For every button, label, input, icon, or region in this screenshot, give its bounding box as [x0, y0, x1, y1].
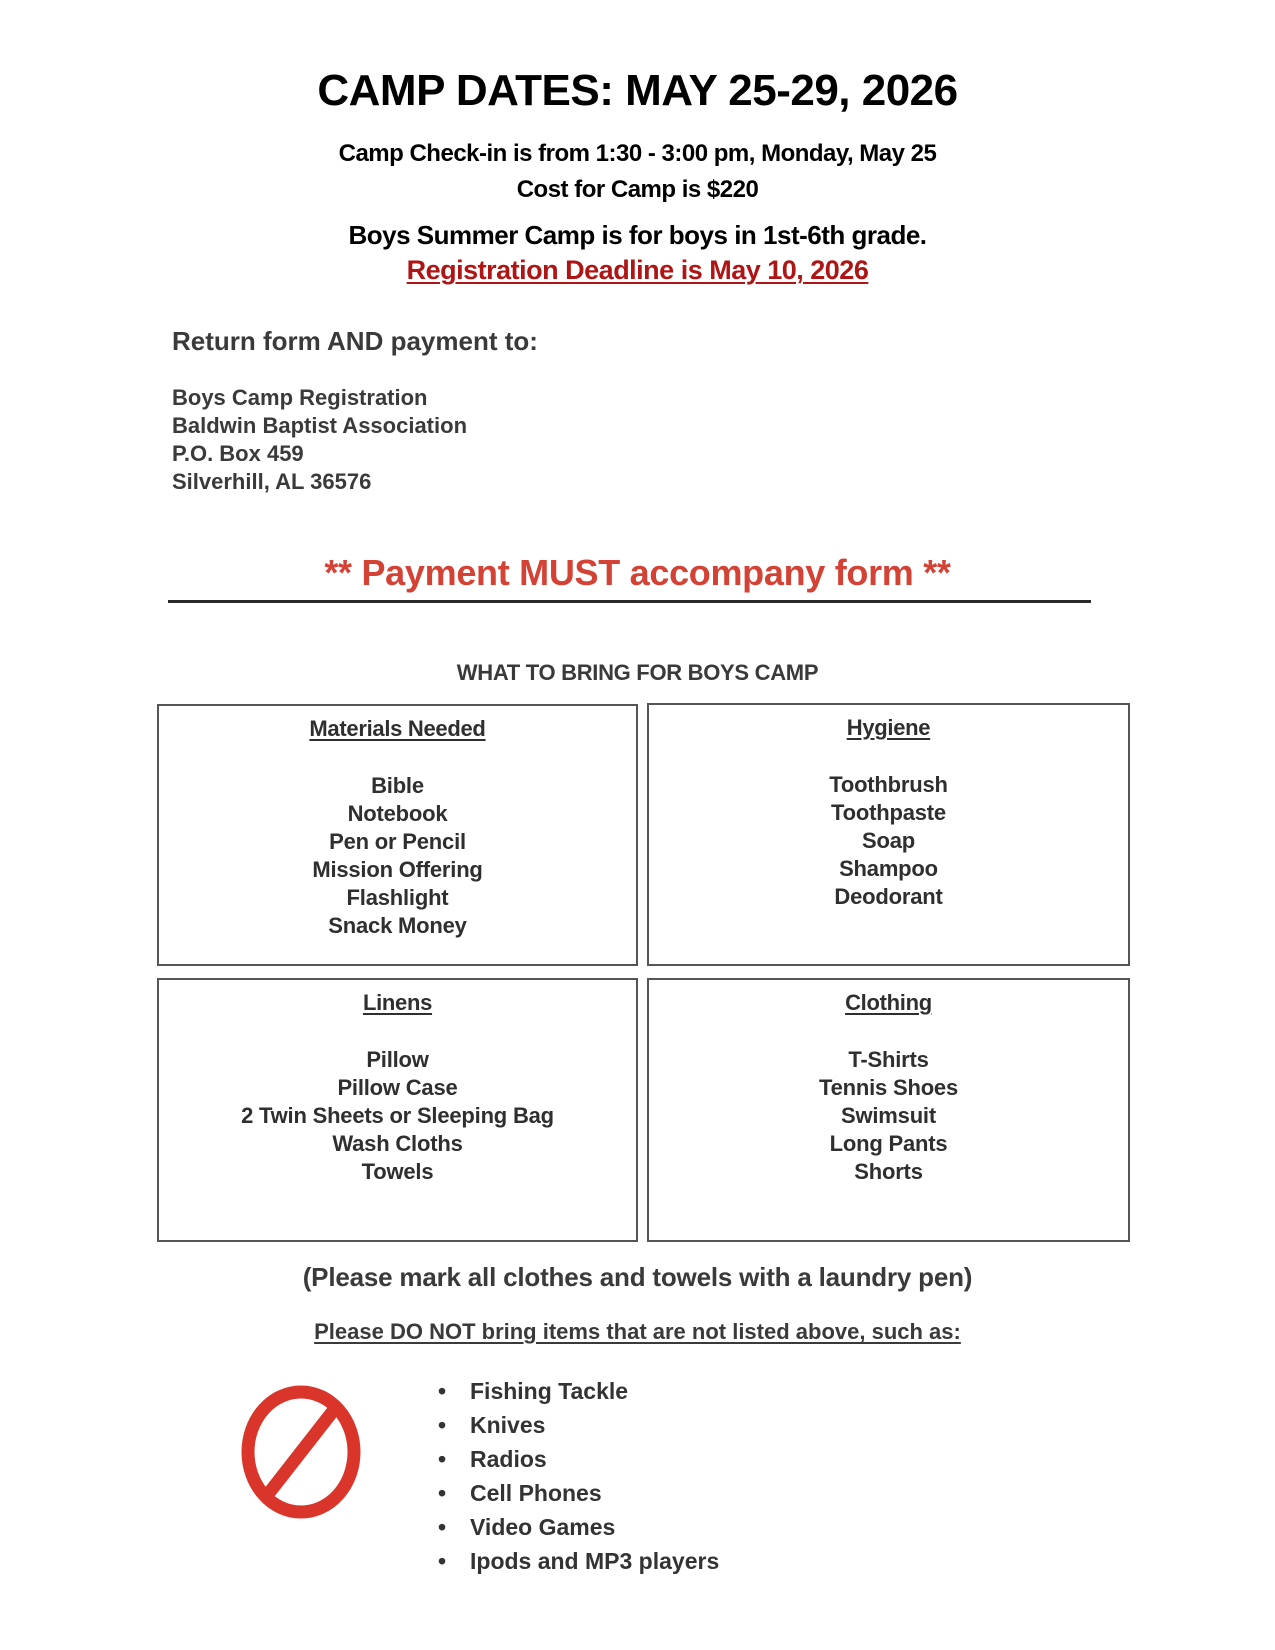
camp-dates-headline: CAMP DATES: MAY 25-29, 2026 [317, 66, 958, 115]
list-item: Toothbrush [829, 772, 948, 797]
category-items [159, 772, 636, 940]
bullet-icon: • [438, 1378, 447, 1404]
registration-deadline [0, 255, 1275, 286]
item-label: Ipods and MP3 players [470, 1548, 720, 1574]
category-items [649, 771, 1128, 911]
what-to-bring-title: WHAT TO BRING FOR BOYS CAMP [456, 660, 819, 685]
category-items [159, 1046, 636, 1186]
bullet-icon: • [438, 1514, 447, 1540]
item-label: Fishing Tackle [470, 1378, 629, 1404]
category-title: Clothing [845, 990, 932, 1015]
category-hygiene-box [647, 703, 1130, 966]
list-item [430, 1476, 719, 1510]
mailing-address [172, 384, 467, 496]
list-item: Swimsuit [841, 1103, 936, 1128]
divider [168, 600, 1091, 603]
list-item: Snack Money [328, 913, 467, 938]
prohibited-sign-icon [240, 1384, 362, 1520]
bullet-icon: • [438, 1548, 447, 1574]
list-item [430, 1442, 719, 1476]
payment-note: ** Payment MUST accompany form ** [324, 552, 951, 593]
address-line: P.O. Box 459 [172, 441, 304, 466]
category-materials-box [157, 704, 638, 966]
item-label: Video Games [470, 1514, 616, 1540]
bullet-icon: • [438, 1412, 447, 1438]
list-item: Mission Offering [312, 857, 483, 882]
laundry-note: (Please mark all clothes and towels with a laundry pen) [302, 1262, 973, 1292]
list-item: T-Shirts [848, 1047, 929, 1072]
category-linens-box [157, 978, 638, 1242]
list-item: Notebook [347, 801, 448, 826]
prohibited-items-list [430, 1374, 719, 1578]
prohibited-slash [269, 1411, 333, 1493]
item-label: Cell Phones [470, 1480, 602, 1506]
list-item: Tennis Shoes [819, 1075, 958, 1100]
list-item: Shorts [854, 1159, 923, 1184]
list-item: 2 Twin Sheets or Sleeping Bag [241, 1103, 554, 1128]
registration-deadline-text: Registration Deadline is May 10, 2026 [406, 255, 869, 285]
camp-cost: Cost for Camp is $220 [516, 176, 759, 203]
list-item: Pen or Pencil [329, 829, 466, 854]
address-line: Boys Camp Registration [172, 385, 428, 410]
list-item [430, 1374, 719, 1408]
address-line: Baldwin Baptist Association [172, 413, 468, 438]
list-item: Pillow [366, 1047, 429, 1072]
item-label: Knives [470, 1412, 546, 1438]
do-not-bring-text: Please DO NOT bring items that are not listed above, such as: [314, 1319, 961, 1344]
bullet-icon: • [438, 1480, 447, 1506]
bullet-icon: • [438, 1446, 447, 1472]
category-title: Linens [362, 990, 433, 1015]
list-item: Flashlight [346, 885, 449, 910]
list-item: Soap [862, 828, 915, 853]
list-item: Shampoo [839, 856, 938, 881]
address-line: Silverhill, AL 36576 [172, 469, 372, 494]
list-item [430, 1510, 719, 1544]
checkin-info: Camp Check-in is from 1:30 - 3:00 pm, Monday, May 25 [338, 140, 937, 167]
category-title: Materials Needed [309, 716, 486, 741]
category-clothing-box [647, 978, 1130, 1242]
list-item: Toothpaste [831, 800, 946, 825]
list-item [430, 1408, 719, 1442]
do-not-bring-note [0, 1319, 1275, 1345]
list-item: Towels [361, 1159, 434, 1184]
list-item: Pillow Case [337, 1075, 458, 1100]
category-items [649, 1046, 1128, 1186]
eligibility-info: Boys Summer Camp is for boys in 1st-6th grade. [348, 220, 927, 250]
list-item: Long Pants [829, 1131, 948, 1156]
list-item: Wash Cloths [332, 1131, 463, 1156]
return-heading: Return form AND payment to: [172, 326, 538, 356]
list-item: Bible [371, 773, 424, 798]
list-item [430, 1544, 719, 1578]
category-title: Hygiene [846, 715, 931, 740]
item-label: Radios [470, 1446, 547, 1472]
list-item: Deodorant [834, 884, 943, 909]
